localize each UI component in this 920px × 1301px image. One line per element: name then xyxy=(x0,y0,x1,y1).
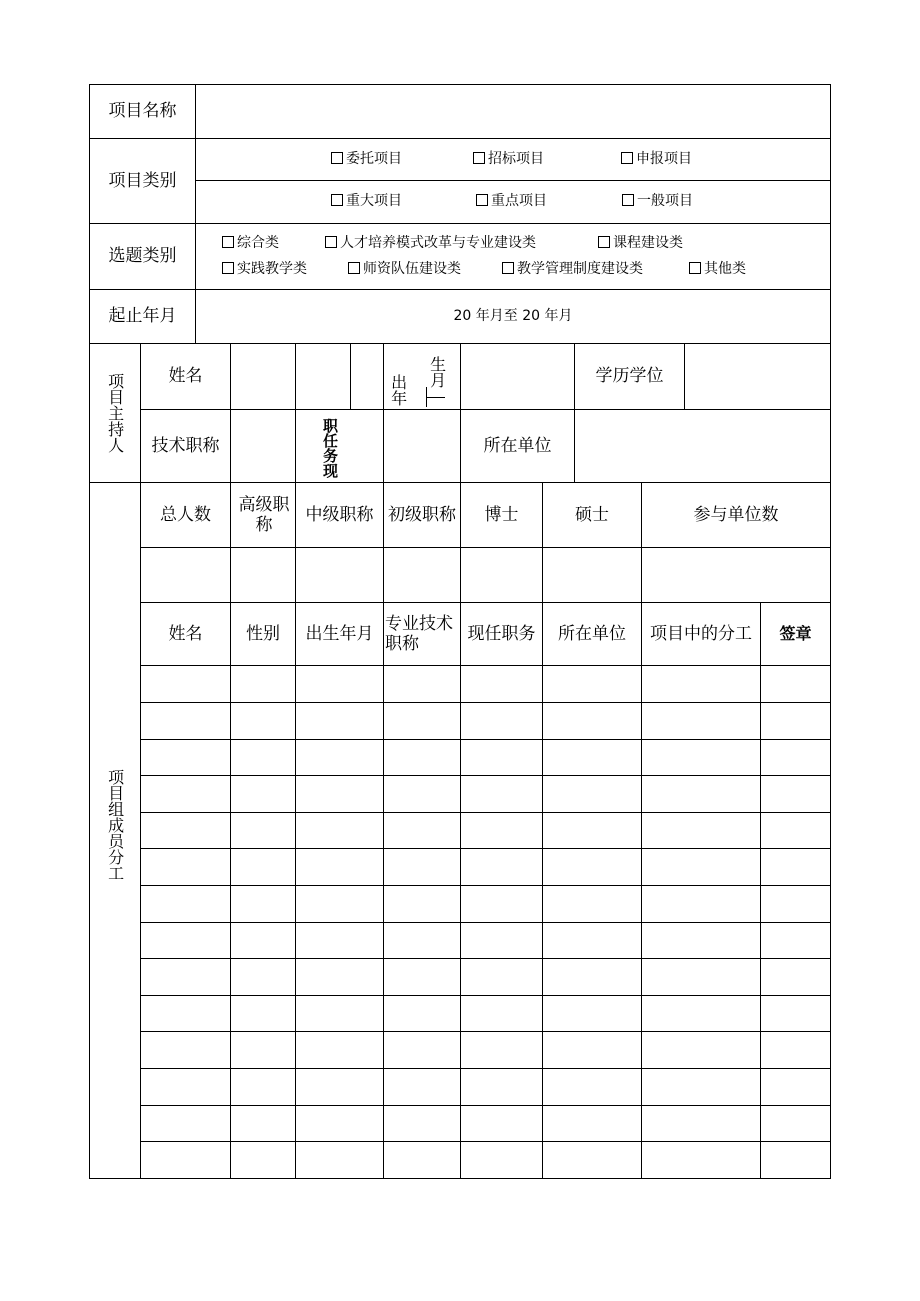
rule xyxy=(140,702,831,703)
rule xyxy=(140,665,831,666)
rule xyxy=(230,409,231,482)
topic-option-talent-reform[interactable]: 人才培养模式改革与专业建设类 xyxy=(325,235,536,252)
topic-category-label: 选题类别 xyxy=(108,246,177,267)
project-category-label: 项目类别 xyxy=(108,170,177,191)
member-header-gender: 性别 xyxy=(246,623,280,644)
category-option-application[interactable]: 申报项目 xyxy=(621,151,692,168)
rule xyxy=(140,547,831,548)
checkbox-icon xyxy=(473,152,485,164)
member-header-role: 项目中的分工 xyxy=(650,623,752,644)
topic-option-practice[interactable]: 实践教学类 xyxy=(222,261,307,278)
topic-option-other[interactable]: 其他类 xyxy=(689,261,746,278)
rule xyxy=(89,138,831,139)
period-label: 起止年月 xyxy=(108,306,177,327)
checkbox-icon xyxy=(222,236,234,248)
checkbox-icon xyxy=(689,262,701,274)
rule xyxy=(760,602,761,1178)
rule xyxy=(542,482,543,1178)
rule xyxy=(684,343,685,409)
rule xyxy=(140,1031,831,1032)
rule xyxy=(230,343,231,409)
category-option-major[interactable]: 重大项目 xyxy=(331,193,402,210)
host-birth-label-b: 生月 xyxy=(427,356,447,388)
host-title-label: 技术职称 xyxy=(151,435,220,456)
rule xyxy=(140,775,831,776)
host-name-label: 姓名 xyxy=(168,366,203,387)
summary-header-master: 硕士 xyxy=(575,504,609,525)
checkbox-icon xyxy=(476,194,488,206)
topic-option-course[interactable]: 课程建设类 xyxy=(598,235,683,252)
rule xyxy=(140,995,831,996)
host-section-label: 项目主持人 xyxy=(105,373,125,453)
checkbox-icon xyxy=(622,194,634,206)
rule xyxy=(295,482,296,1178)
host-current-job-label: 职任务现 xyxy=(321,418,339,478)
rule xyxy=(295,409,296,482)
category-option-general[interactable]: 一般项目 xyxy=(622,193,693,210)
rule xyxy=(295,343,296,409)
member-header-birth: 出生年月 xyxy=(305,623,374,644)
category-option-bidding[interactable]: 招标项目 xyxy=(473,151,544,168)
summary-header-intermediate: 中级职称 xyxy=(305,504,374,525)
category-option-key[interactable]: 重点项目 xyxy=(476,193,547,210)
rule xyxy=(383,482,384,1178)
rule xyxy=(383,409,384,482)
checkbox-icon xyxy=(348,262,360,274)
rule xyxy=(140,1068,831,1069)
host-birth-label-a: 出年 xyxy=(388,374,408,406)
summary-header-total: 总人数 xyxy=(160,504,211,525)
rule xyxy=(140,1105,831,1106)
checkbox-icon xyxy=(598,236,610,248)
checkbox-icon xyxy=(331,194,343,206)
rule xyxy=(427,397,445,398)
topic-option-management[interactable]: 教学管理制度建设类 xyxy=(502,261,643,278)
checkbox-icon xyxy=(222,262,234,274)
rule xyxy=(350,343,351,409)
member-header-current-job: 现任职务 xyxy=(467,623,536,644)
rule xyxy=(460,343,461,409)
rule xyxy=(140,739,831,740)
topic-option-comprehensive[interactable]: 综合类 xyxy=(222,235,279,252)
member-header-pro-title: 专业技术职称 xyxy=(385,613,453,654)
rule xyxy=(230,482,231,1178)
member-header-name: 姓名 xyxy=(168,623,203,644)
host-unit-label: 所在单位 xyxy=(483,435,552,456)
rule xyxy=(574,409,575,482)
rule xyxy=(830,84,831,1179)
checkbox-icon xyxy=(331,152,343,164)
rule xyxy=(140,812,831,813)
summary-header-units: 参与单位数 xyxy=(693,504,779,525)
checkbox-icon xyxy=(621,152,633,164)
project-name-label: 项目名称 xyxy=(108,101,177,122)
category-option-entrusted[interactable]: 委托项目 xyxy=(331,151,402,168)
checkbox-icon xyxy=(502,262,514,274)
rule xyxy=(383,343,384,409)
rule xyxy=(460,482,461,1178)
rule xyxy=(89,84,831,85)
topic-option-faculty[interactable]: 师资队伍建设类 xyxy=(348,261,461,278)
rule xyxy=(140,1141,831,1142)
period-value: 20 年月至 20 年月 xyxy=(453,308,573,325)
summary-header-phd: 博士 xyxy=(484,504,519,525)
members-section-label: 项目组成员分工 xyxy=(105,769,125,881)
rule xyxy=(426,387,427,407)
rule xyxy=(195,180,831,181)
rule xyxy=(89,1178,831,1179)
rule xyxy=(140,922,831,923)
rule xyxy=(140,885,831,886)
rule xyxy=(140,848,831,849)
member-header-unit: 所在单位 xyxy=(558,623,626,644)
rule xyxy=(140,958,831,959)
host-degree-label: 学历学位 xyxy=(595,366,664,387)
summary-header-junior: 初级职称 xyxy=(388,504,456,525)
rule xyxy=(89,223,831,224)
summary-header-senior: 高级职称 xyxy=(238,494,290,535)
member-header-signature: 签章 xyxy=(779,624,812,644)
checkbox-icon xyxy=(325,236,337,248)
rule xyxy=(641,482,642,1178)
